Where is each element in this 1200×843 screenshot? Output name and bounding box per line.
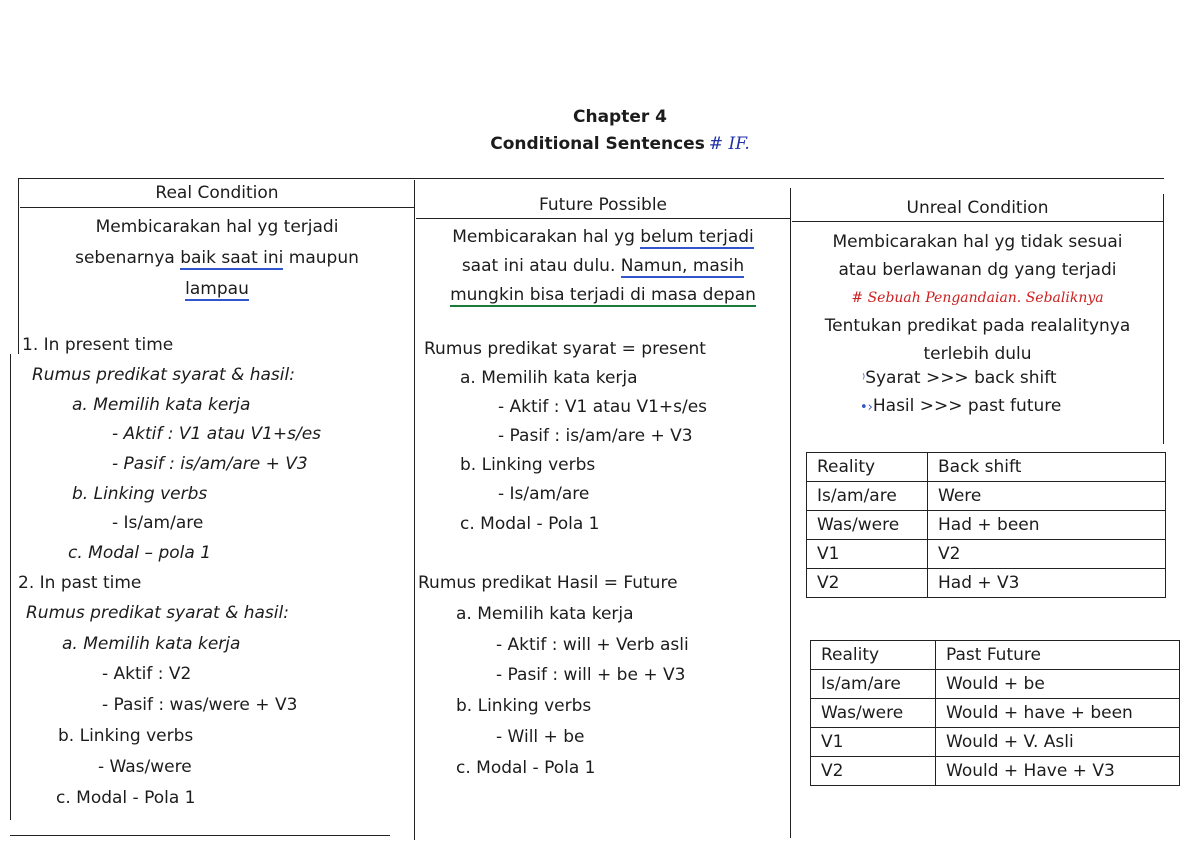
real-condition-description: [20, 212, 414, 305]
table-cell: V2: [928, 540, 1166, 569]
future-syarat-title: Rumus predikat syarat = present: [424, 339, 706, 359]
table-cell: Was/were: [811, 699, 936, 728]
real-s1-c: c. Modal – pola 1: [68, 543, 212, 563]
chapter-title-block: [0, 104, 1200, 158]
column-divider-2: [790, 188, 791, 838]
future-hasil-b: b. Linking verbs: [456, 696, 592, 716]
future-desc-1a: Membicarakan hal yg: [452, 227, 641, 247]
table-cell: Would + have + been: [936, 699, 1180, 728]
bullet-dot-icon: •›: [860, 400, 873, 415]
unreal-red-handwritten-note: # Sebuah Pengandaian. Sebaliknya: [851, 290, 1104, 306]
table-left-border: [18, 178, 19, 354]
table-cell: Was/were: [807, 511, 928, 540]
table-cell: Had + been: [928, 511, 1166, 540]
future-desc-3: mungkin bisa terjadi di masa depan: [450, 285, 756, 305]
future-desc-1b: belum terjadi: [640, 227, 754, 247]
real-s2-rumus: Rumus predikat syarat & hasil:: [26, 603, 289, 623]
real-s2-a: a. Memilih kata kerja: [62, 634, 241, 654]
handwritten-if-note: # IF.: [708, 134, 750, 154]
table-left-border-lower: [10, 354, 11, 820]
table-cell: V1: [811, 728, 936, 757]
future-syarat-b1: - Is/am/are: [498, 484, 590, 504]
real-s1-a: a. Memilih kata kerja: [72, 395, 251, 415]
unreal-desc-line-1: Membicarakan hal yg tidak sesuai: [832, 232, 1123, 252]
unreal-desc-line-4: terlebih dulu: [923, 344, 1032, 364]
future-hasil-a1: - Aktif : will + Verb asli: [496, 635, 689, 655]
real-condition-heading: Real Condition: [20, 180, 414, 208]
future-desc-line-1: [416, 223, 790, 252]
table-header-cell: Reality: [807, 453, 928, 482]
future-syarat-b: b. Linking verbs: [460, 455, 596, 475]
table-row: [807, 482, 1166, 511]
table-row: [811, 699, 1180, 728]
real-s1-title: 1. In present time: [22, 335, 174, 355]
real-s1-b1: - Is/am/are: [112, 513, 204, 533]
table-row: [807, 569, 1166, 598]
real-desc-line-3: [20, 274, 414, 305]
table-header-cell: Back shift: [928, 453, 1166, 482]
future-syarat-a: a. Memilih kata kerja: [460, 368, 638, 388]
table-right-border: [1163, 194, 1164, 444]
table-cell: Had + V3: [928, 569, 1166, 598]
future-possible-description: [416, 223, 790, 310]
unreal-desc-line-3: Tentukan predikat pada realalitynya: [824, 316, 1131, 336]
future-desc-line-2: [416, 252, 790, 281]
table-cell: Is/am/are: [811, 670, 936, 699]
unreal-hasil-line: [860, 396, 1061, 416]
future-possible-heading: Future Possible: [416, 188, 790, 219]
real-desc-line-1: Membicarakan hal yg terjadi: [95, 217, 339, 237]
table-cell: Is/am/are: [807, 482, 928, 511]
table-bottom-border: [10, 835, 390, 836]
table-header-cell: Past Future: [936, 641, 1180, 670]
unreal-condition-description: [792, 228, 1163, 368]
table-cell: Would + V. Asli: [936, 728, 1180, 757]
unreal-syarat-line: [862, 368, 1057, 388]
future-desc-2b: Namun, masih: [620, 256, 745, 276]
real-s2-b: b. Linking verbs: [58, 726, 194, 746]
real-s1-b: b. Linking verbs: [72, 484, 208, 504]
future-hasil-b1: - Will + be: [496, 727, 585, 747]
table-cell: Would + Have + V3: [936, 757, 1180, 786]
future-syarat-a2: - Pasif : is/am/are + V3: [498, 426, 693, 446]
unreal-desc-line-2: atau berlawanan dg yang terjadi: [838, 260, 1117, 280]
table-cell: V1: [807, 540, 928, 569]
column-divider-1: [414, 180, 415, 840]
table-row: [807, 511, 1166, 540]
real-s1-rumus: Rumus predikat syarat & hasil:: [32, 365, 295, 385]
real-desc-2b: baik saat ini: [180, 248, 284, 268]
future-syarat-c: c. Modal - Pola 1: [460, 514, 600, 534]
real-desc-3: lampau: [185, 279, 249, 299]
unreal-syarat-text: Syarat >>> back shift: [865, 368, 1057, 388]
table-cell: V2: [811, 757, 936, 786]
page-title: [0, 131, 1200, 158]
table-row: [811, 757, 1180, 786]
title-text: Conditional Sentences: [490, 134, 705, 154]
future-possible-column: [416, 188, 790, 310]
future-hasil-a2: - Pasif : will + be + V3: [496, 665, 686, 685]
real-s1-a2: - Pasif : is/am/are + V3: [112, 454, 308, 474]
real-s2-a1: - Aktif : V2: [102, 664, 192, 684]
real-s1-a1: - Aktif : V1 atau V1+s/es: [112, 424, 322, 444]
future-syarat-a1: - Aktif : V1 atau V1+s/es: [498, 397, 708, 417]
future-hasil-c: c. Modal - Pola 1: [456, 758, 596, 778]
table-header-cell: Reality: [811, 641, 936, 670]
chapter-number: Chapter 4: [572, 107, 667, 127]
table-cell: Would + be: [936, 670, 1180, 699]
table-top-border: [18, 178, 1164, 179]
real-desc-2a: sebenarnya: [75, 248, 181, 268]
real-desc-line-2: [20, 243, 414, 274]
back-shift-table: [806, 452, 1166, 598]
real-s2-title: 2. In past time: [18, 573, 142, 593]
unreal-condition-heading: Unreal Condition: [792, 194, 1163, 222]
future-desc-2a: saat ini atau dulu.: [461, 256, 621, 276]
past-future-table: [810, 640, 1180, 786]
future-hasil-title: Rumus predikat Hasil = Future: [418, 573, 678, 593]
real-s2-b1: - Was/were: [98, 757, 192, 777]
table-cell: Were: [928, 482, 1166, 511]
table-cell: V2: [807, 569, 928, 598]
unreal-hasil-text: Hasil >>> past future: [872, 396, 1062, 416]
table-header-row: [807, 453, 1166, 482]
table-header-row: [811, 641, 1180, 670]
future-hasil-a: a. Memilih kata kerja: [456, 604, 634, 624]
real-s2-c: c. Modal - Pola 1: [56, 788, 196, 808]
unreal-condition-column: [792, 194, 1163, 368]
real-condition-column: [20, 180, 414, 305]
table-row: [811, 728, 1180, 757]
real-s2-a2: - Pasif : was/were + V3: [102, 695, 298, 715]
future-desc-line-3: [416, 281, 790, 310]
real-desc-2c: maupun: [283, 248, 359, 268]
bullet-arrow-icon: ⁾: [862, 372, 866, 387]
table-row: [811, 670, 1180, 699]
table-row: [807, 540, 1166, 569]
